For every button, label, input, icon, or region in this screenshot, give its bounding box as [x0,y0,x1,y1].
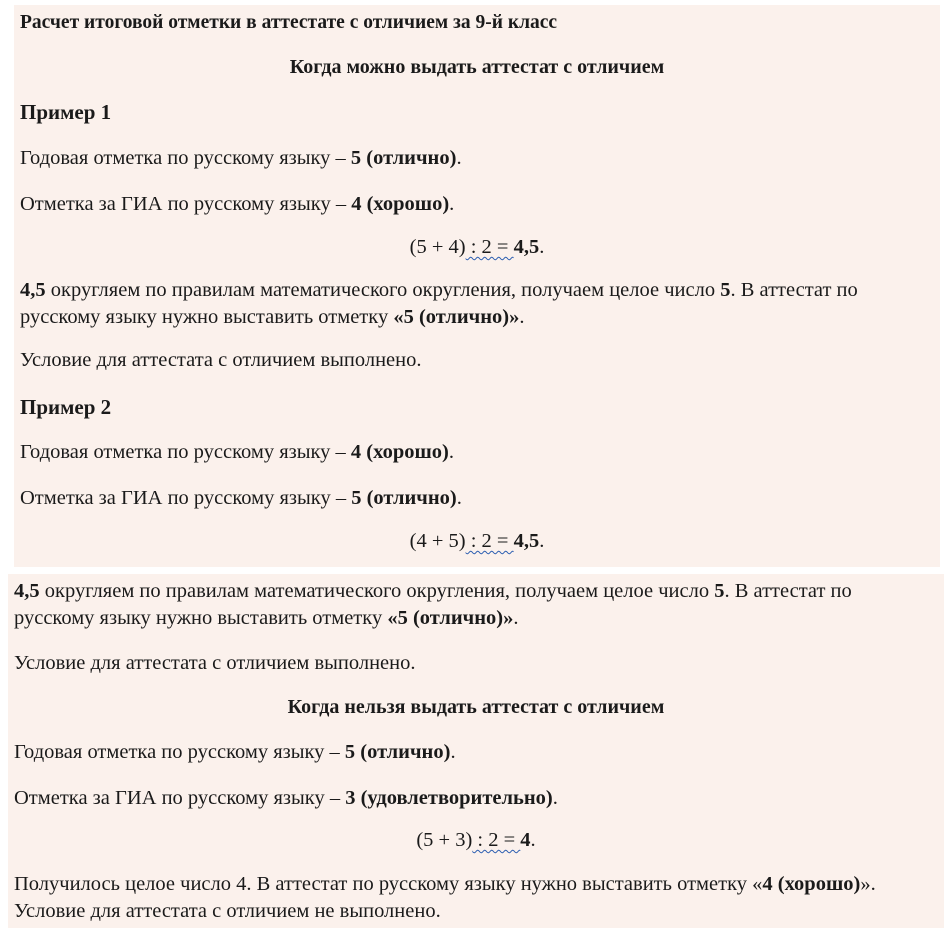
exam-grade-end: . [449,193,455,215]
formula-operands: (5 + 4) [409,236,466,258]
exam-grade-end: . [456,487,462,509]
rounding-end: . [513,607,519,629]
rounding-text: округляем по правилам математического округления, получаем целое число [39,580,715,602]
example-2-condition: Условие для аттестата с отличием выполнено. [14,652,416,674]
annual-grade-text: Годовая отметка по русскому языку – [20,441,351,463]
example-1-rounding [20,277,920,331]
example-1-formula [14,235,940,259]
annual-grade-text: Годовая отметка по русскому языку – [14,741,345,763]
rounding-value: 4,5 [14,580,40,602]
exam-grade-text: Отметка за ГИА по русскому языку – [20,487,352,509]
exam-grade-value: 5 (отлично) [351,487,457,509]
formula-operator: : 2 = [472,829,521,851]
rounding-end: . [519,306,525,328]
section-heading-cannot: Когда нельзя выдать аттестат с отличием [287,696,665,718]
example-2-annual-grade [20,440,454,464]
example-1-condition: Условие для аттестата с отличием выполнено. [20,349,422,371]
top-panel [14,5,940,567]
formula-result: 4,5 [513,530,540,552]
formula-operator: : 2 = [465,530,514,552]
example-2-exam-grade [20,486,462,510]
annual-grade-end: . [456,147,462,169]
annual-grade-value: 5 (отлично) [344,741,451,763]
cannot-exam-grade [14,786,558,810]
formula-end: . [539,530,545,552]
example-2-rounding [14,578,914,632]
conclusion-text-2: ». Условие для аттестата с отличием не выполнено. [14,873,876,922]
exam-grade-text: Отметка за ГИА по русскому языку – [14,787,346,809]
annual-grade-end: . [450,741,456,763]
final-grade: «5 (отлично)» [393,306,520,328]
cannot-annual-grade [14,740,456,764]
example-1-exam-grade [20,192,454,216]
exam-grade-value: 3 (удовлетворительно) [345,787,553,809]
conclusion-text: Получилось целое число 4. В аттестат по русскому языку нужно выставить отметку « [14,873,763,895]
example-2-label: Пример 2 [20,395,112,419]
cannot-formula [8,828,944,852]
formula-operator: : 2 = [465,236,514,258]
example-1-label: Пример 1 [20,100,112,124]
formula-result: 4 [520,829,531,851]
annual-grade-text: Годовая отметка по русскому языку – [20,147,351,169]
formula-end: . [539,236,545,258]
formula-end: . [530,829,536,851]
final-grade: «5 (отлично)» [387,607,514,629]
section-heading-can: Когда можно выдать аттестат с отличием [289,56,665,78]
formula-operands: (4 + 5) [409,530,466,552]
rounded-number: 5 [720,279,731,301]
formula-result: 4,5 [513,236,540,258]
rounding-text: округляем по правилам математического округления, получаем целое число [45,279,721,301]
annual-grade-value: 4 (хорошо) [350,441,449,463]
rounding-value: 4,5 [20,279,46,301]
annual-grade-end: . [448,441,455,463]
example-1-annual-grade [20,146,462,170]
rounding-text-2: . В аттестат по русскому языку нужно выставить отметку [20,279,858,328]
annual-grade-value: 5 (отлично) [350,147,457,169]
conclusion-grade: 4 (хорошо) [762,873,861,895]
cannot-conclusion [14,871,914,925]
example-2-formula [14,529,940,553]
exam-grade-end: . [552,787,558,809]
rounded-number: 5 [714,580,725,602]
document-title: Расчет итоговой отметки в аттестате с отличием за 9-й класс [20,12,558,33]
exam-grade-text: Отметка за ГИА по русскому языку – [20,193,352,215]
rounding-text-2: . В аттестат по русскому языку нужно выставить отметку [14,580,852,629]
exam-grade-value: 4 (хорошо) [351,193,450,215]
formula-operands: (5 + 3) [416,829,473,851]
bottom-panel [8,574,944,928]
